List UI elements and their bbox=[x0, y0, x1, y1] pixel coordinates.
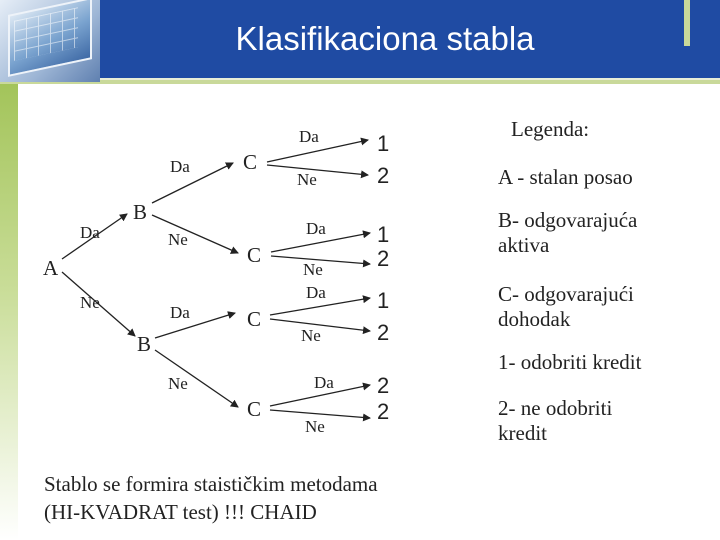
outcome-4-ne: 2 bbox=[377, 399, 390, 424]
leaf-4-ne: Ne bbox=[305, 417, 325, 436]
edge-label-a-ne: Ne bbox=[80, 293, 100, 312]
method-note-line2: (HI-KVADRAT test) !!! CHAID bbox=[44, 500, 317, 524]
legend-two-line2: kredit bbox=[498, 421, 547, 445]
outcome-2-da: 1 bbox=[377, 222, 390, 247]
edge-label-a-da: Da bbox=[80, 223, 100, 242]
method-note bbox=[44, 470, 378, 526]
leaf-1-da: Da bbox=[299, 127, 319, 146]
node-a: A bbox=[43, 256, 59, 280]
node-c-3: C bbox=[247, 307, 262, 331]
outcome-3-ne: 2 bbox=[377, 320, 390, 345]
legend-a: A - stalan posao bbox=[498, 165, 633, 189]
outcome-4-da: 2 bbox=[377, 373, 390, 398]
method-note-line1: Stablo se formira staističkim metodama bbox=[44, 472, 378, 496]
leaf-3-ne: Ne bbox=[301, 326, 321, 345]
outcome-1-ne: 2 bbox=[377, 163, 390, 188]
outcome-1-da: 1 bbox=[377, 131, 390, 156]
edge-label-b1-da: Da bbox=[170, 157, 190, 176]
node-b-upper: B bbox=[133, 200, 148, 224]
outcome-3-da: 1 bbox=[377, 288, 390, 313]
node-b-lower: B bbox=[137, 332, 152, 356]
edge-c1-ne bbox=[267, 165, 368, 175]
leaf-2-ne: Ne bbox=[303, 260, 323, 279]
outcome-2-ne: 2 bbox=[377, 246, 390, 271]
legend-c bbox=[498, 282, 634, 332]
node-c-1: C bbox=[243, 150, 258, 174]
legend-title: Legenda: bbox=[511, 117, 590, 141]
legend-two-line1: 2- ne odobriti bbox=[498, 396, 613, 420]
leaf-3-da: Da bbox=[306, 283, 326, 302]
legend-b-line1: B- odgovarajuća bbox=[498, 208, 638, 232]
leaf-1-ne: Ne bbox=[297, 170, 317, 189]
node-c-2: C bbox=[247, 243, 262, 267]
legend-two bbox=[498, 396, 612, 446]
edge-label-b2-da: Da bbox=[170, 303, 190, 322]
edge-b1-c2 bbox=[152, 215, 238, 253]
edge-label-b2-ne: Ne bbox=[168, 374, 188, 393]
slide-title: Klasifikaciona stabla bbox=[235, 20, 535, 57]
legend-c-line2: dohodak bbox=[498, 307, 571, 331]
legend-one: 1- odobriti kredit bbox=[498, 350, 642, 374]
legend-b bbox=[498, 208, 637, 258]
legend-b-line2: aktiva bbox=[498, 233, 550, 257]
edge-label-b1-ne: Ne bbox=[168, 230, 188, 249]
node-c-4: C bbox=[247, 397, 262, 421]
edge-b2-c3 bbox=[155, 313, 235, 338]
edge-b1-c1 bbox=[152, 163, 233, 203]
leaf-4-da: Da bbox=[314, 373, 334, 392]
legend-c-line1: C- odgovarajući bbox=[498, 282, 634, 306]
leaf-2-da: Da bbox=[306, 219, 326, 238]
